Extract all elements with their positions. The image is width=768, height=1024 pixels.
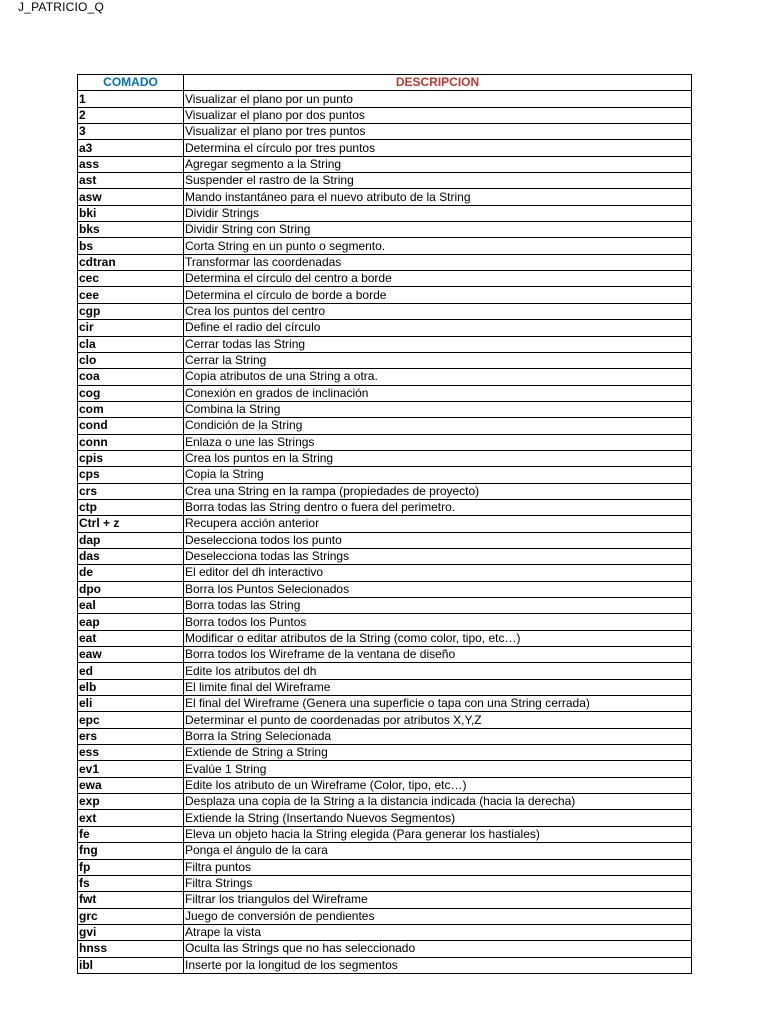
command-cell: cir [78, 320, 184, 336]
command-cell: eat [78, 630, 184, 646]
description-cell: Desplaza una copia de la String a la distancia indicada (hacia la derecha) [184, 794, 692, 810]
command-cell: eli [78, 696, 184, 712]
table-row [78, 385, 692, 401]
description-cell: Determinar el punto de coordenadas por atributos X,Y,Z [184, 712, 692, 728]
table-row [78, 140, 692, 156]
description-cell: Determina el círculo por tres puntos [184, 140, 692, 156]
command-cell: bks [78, 222, 184, 238]
command-cell: conn [78, 434, 184, 450]
command-cell: ctp [78, 499, 184, 515]
command-cell: bki [78, 205, 184, 221]
command-cell: 3 [78, 124, 184, 140]
command-cell: cla [78, 336, 184, 352]
description-cell: Copia atributos de una String a otra. [184, 369, 692, 385]
command-cell: a3 [78, 140, 184, 156]
command-cell: cee [78, 287, 184, 303]
table-row [78, 205, 692, 221]
table-row [78, 320, 692, 336]
command-cell: eap [78, 614, 184, 630]
table-row [78, 418, 692, 434]
table-row [78, 401, 692, 417]
description-cell: Atrape la vista [184, 924, 692, 940]
command-cell: eal [78, 598, 184, 614]
command-cell: bs [78, 238, 184, 254]
column-header-command: COMADO [78, 75, 184, 91]
description-cell: Copia la String [184, 467, 692, 483]
table-row [78, 222, 692, 238]
command-cell: ass [78, 156, 184, 172]
table-row [78, 483, 692, 499]
description-cell: El limite final del Wireframe [184, 679, 692, 695]
command-cell: asw [78, 189, 184, 205]
table-row [78, 303, 692, 319]
description-cell: Transformar las coordenadas [184, 254, 692, 270]
command-cell: ext [78, 810, 184, 826]
column-header-description: DESCRIPCION [184, 75, 692, 91]
command-cell: cec [78, 271, 184, 287]
commands-table [77, 74, 692, 974]
description-cell: Dividir String con String [184, 222, 692, 238]
command-cell: exp [78, 794, 184, 810]
table-row [78, 924, 692, 940]
table-row [78, 352, 692, 368]
description-cell: Enlaza o une las Strings [184, 434, 692, 450]
table-row [78, 892, 692, 908]
command-cell: ast [78, 173, 184, 189]
table-row [78, 516, 692, 532]
description-cell: Cerrar todas las String [184, 336, 692, 352]
table-row [78, 647, 692, 663]
description-cell: Extiende la String (Insertando Nuevos Segmentos) [184, 810, 692, 826]
description-cell: Filtra puntos [184, 859, 692, 875]
description-cell: Crea los puntos en la String [184, 450, 692, 466]
description-cell: Edite los atributo de un Wireframe (Color, tipo, etc…) [184, 777, 692, 793]
table-row [78, 826, 692, 842]
command-cell: dpo [78, 581, 184, 597]
table-row [78, 875, 692, 891]
description-cell: Extiende de String a String [184, 745, 692, 761]
command-cell: de [78, 565, 184, 581]
table-row [78, 565, 692, 581]
command-cell: ewa [78, 777, 184, 793]
table-row [78, 663, 692, 679]
description-cell: Agregar segmento a la String [184, 156, 692, 172]
description-cell: Borra todas las String [184, 598, 692, 614]
table-row [78, 254, 692, 270]
command-cell: grc [78, 908, 184, 924]
command-cell: fwt [78, 892, 184, 908]
command-cell: cpis [78, 450, 184, 466]
table-row [78, 794, 692, 810]
command-cell: Ctrl + z [78, 516, 184, 532]
table-row [78, 696, 692, 712]
author-label: J_PATRICIO_Q [18, 0, 104, 14]
description-cell: Oculta las Strings que no has seleccionado [184, 941, 692, 957]
command-cell: 2 [78, 107, 184, 123]
description-cell: Ponga el ángulo de la cara [184, 843, 692, 859]
command-cell: clo [78, 352, 184, 368]
table-row [78, 581, 692, 597]
description-cell: Dividir Strings [184, 205, 692, 221]
description-cell: El final del Wireframe (Genera una superficie o tapa con una String cerrada) [184, 696, 692, 712]
table-row [78, 467, 692, 483]
description-cell: Modificar o editar atributos de la String (como color, tipo, etc…) [184, 630, 692, 646]
command-cell: fs [78, 875, 184, 891]
table-row [78, 499, 692, 515]
table-row [78, 745, 692, 761]
table-row [78, 238, 692, 254]
description-cell: Define el radio del círculo [184, 320, 692, 336]
table-row [78, 777, 692, 793]
table-row [78, 336, 692, 352]
table-row [78, 434, 692, 450]
table-row [78, 810, 692, 826]
command-cell: cps [78, 467, 184, 483]
description-cell: Eleva un objeto hacia la String elegida (Para generar los hastiales) [184, 826, 692, 842]
description-cell: Edite los atributos del dh [184, 663, 692, 679]
command-cell: cgp [78, 303, 184, 319]
description-cell: Borra todos los Puntos [184, 614, 692, 630]
description-cell: Deselecciona todos los punto [184, 532, 692, 548]
table-row [78, 761, 692, 777]
table-row [78, 957, 692, 973]
command-cell: com [78, 401, 184, 417]
table-row [78, 271, 692, 287]
command-cell: crs [78, 483, 184, 499]
table-row [78, 728, 692, 744]
command-cell: fng [78, 843, 184, 859]
command-cell: fp [78, 859, 184, 875]
command-cell: ess [78, 745, 184, 761]
description-cell: Cerrar la String [184, 352, 692, 368]
table-row [78, 614, 692, 630]
command-cell: das [78, 548, 184, 564]
command-cell: fe [78, 826, 184, 842]
table-row [78, 124, 692, 140]
description-cell: Evalúe 1 String [184, 761, 692, 777]
description-cell: Deselecciona todas las Strings [184, 548, 692, 564]
description-cell: Corta String en un punto o segmento. [184, 238, 692, 254]
table-body [78, 91, 692, 974]
command-cell: cdtran [78, 254, 184, 270]
table-row [78, 189, 692, 205]
command-cell: ed [78, 663, 184, 679]
table-row [78, 91, 692, 107]
command-cell: ev1 [78, 761, 184, 777]
table-row [78, 630, 692, 646]
description-cell: Inserte por la longitud de los segmentos [184, 957, 692, 973]
table-row [78, 843, 692, 859]
description-cell: Recupera acción anterior [184, 516, 692, 532]
description-cell: Condición de la String [184, 418, 692, 434]
description-cell: Determina el círculo de borde a borde [184, 287, 692, 303]
description-cell: Visualizar el plano por dos puntos [184, 107, 692, 123]
command-cell: elb [78, 679, 184, 695]
command-cell: ibl [78, 957, 184, 973]
table-row [78, 941, 692, 957]
description-cell: Crea una String en la rampa (propiedades de proyecto) [184, 483, 692, 499]
table-row [78, 712, 692, 728]
command-cell: ers [78, 728, 184, 744]
description-cell: Filtrar los triangulos del Wireframe [184, 892, 692, 908]
table-row [78, 156, 692, 172]
description-cell: Juego de conversión de pendientes [184, 908, 692, 924]
table-row [78, 859, 692, 875]
table-row [78, 173, 692, 189]
description-cell: Borra la String Selecionada [184, 728, 692, 744]
description-cell: Conexión en grados de inclinación [184, 385, 692, 401]
command-cell: 1 [78, 91, 184, 107]
table-row [78, 908, 692, 924]
description-cell: Borra los Puntos Selecionados [184, 581, 692, 597]
description-cell: El editor del dh interactivo [184, 565, 692, 581]
table-row [78, 450, 692, 466]
command-cell: cog [78, 385, 184, 401]
description-cell: Determina el círculo del centro a borde [184, 271, 692, 287]
description-cell: Visualizar el plano por un punto [184, 91, 692, 107]
description-cell: Borra todos los Wireframe de la ventana de diseño [184, 647, 692, 663]
description-cell: Filtra Strings [184, 875, 692, 891]
command-cell: dap [78, 532, 184, 548]
table-row [78, 369, 692, 385]
table-row [78, 287, 692, 303]
command-cell: eaw [78, 647, 184, 663]
description-cell: Suspender el rastro de la String [184, 173, 692, 189]
table-row [78, 532, 692, 548]
table-header-row [78, 75, 692, 91]
description-cell: Mando instantáneo para el nuevo atributo de la String [184, 189, 692, 205]
command-cell: cond [78, 418, 184, 434]
description-cell: Visualizar el plano por tres puntos [184, 124, 692, 140]
table-row [78, 548, 692, 564]
command-cell: epc [78, 712, 184, 728]
command-cell: coa [78, 369, 184, 385]
description-cell: Combina la String [184, 401, 692, 417]
table-row [78, 598, 692, 614]
table-row [78, 679, 692, 695]
table-row [78, 107, 692, 123]
command-cell: gvi [78, 924, 184, 940]
description-cell: Crea los puntos del centro [184, 303, 692, 319]
description-cell: Borra todas las String dentro o fuera del perimetro. [184, 499, 692, 515]
command-cell: hnss [78, 941, 184, 957]
